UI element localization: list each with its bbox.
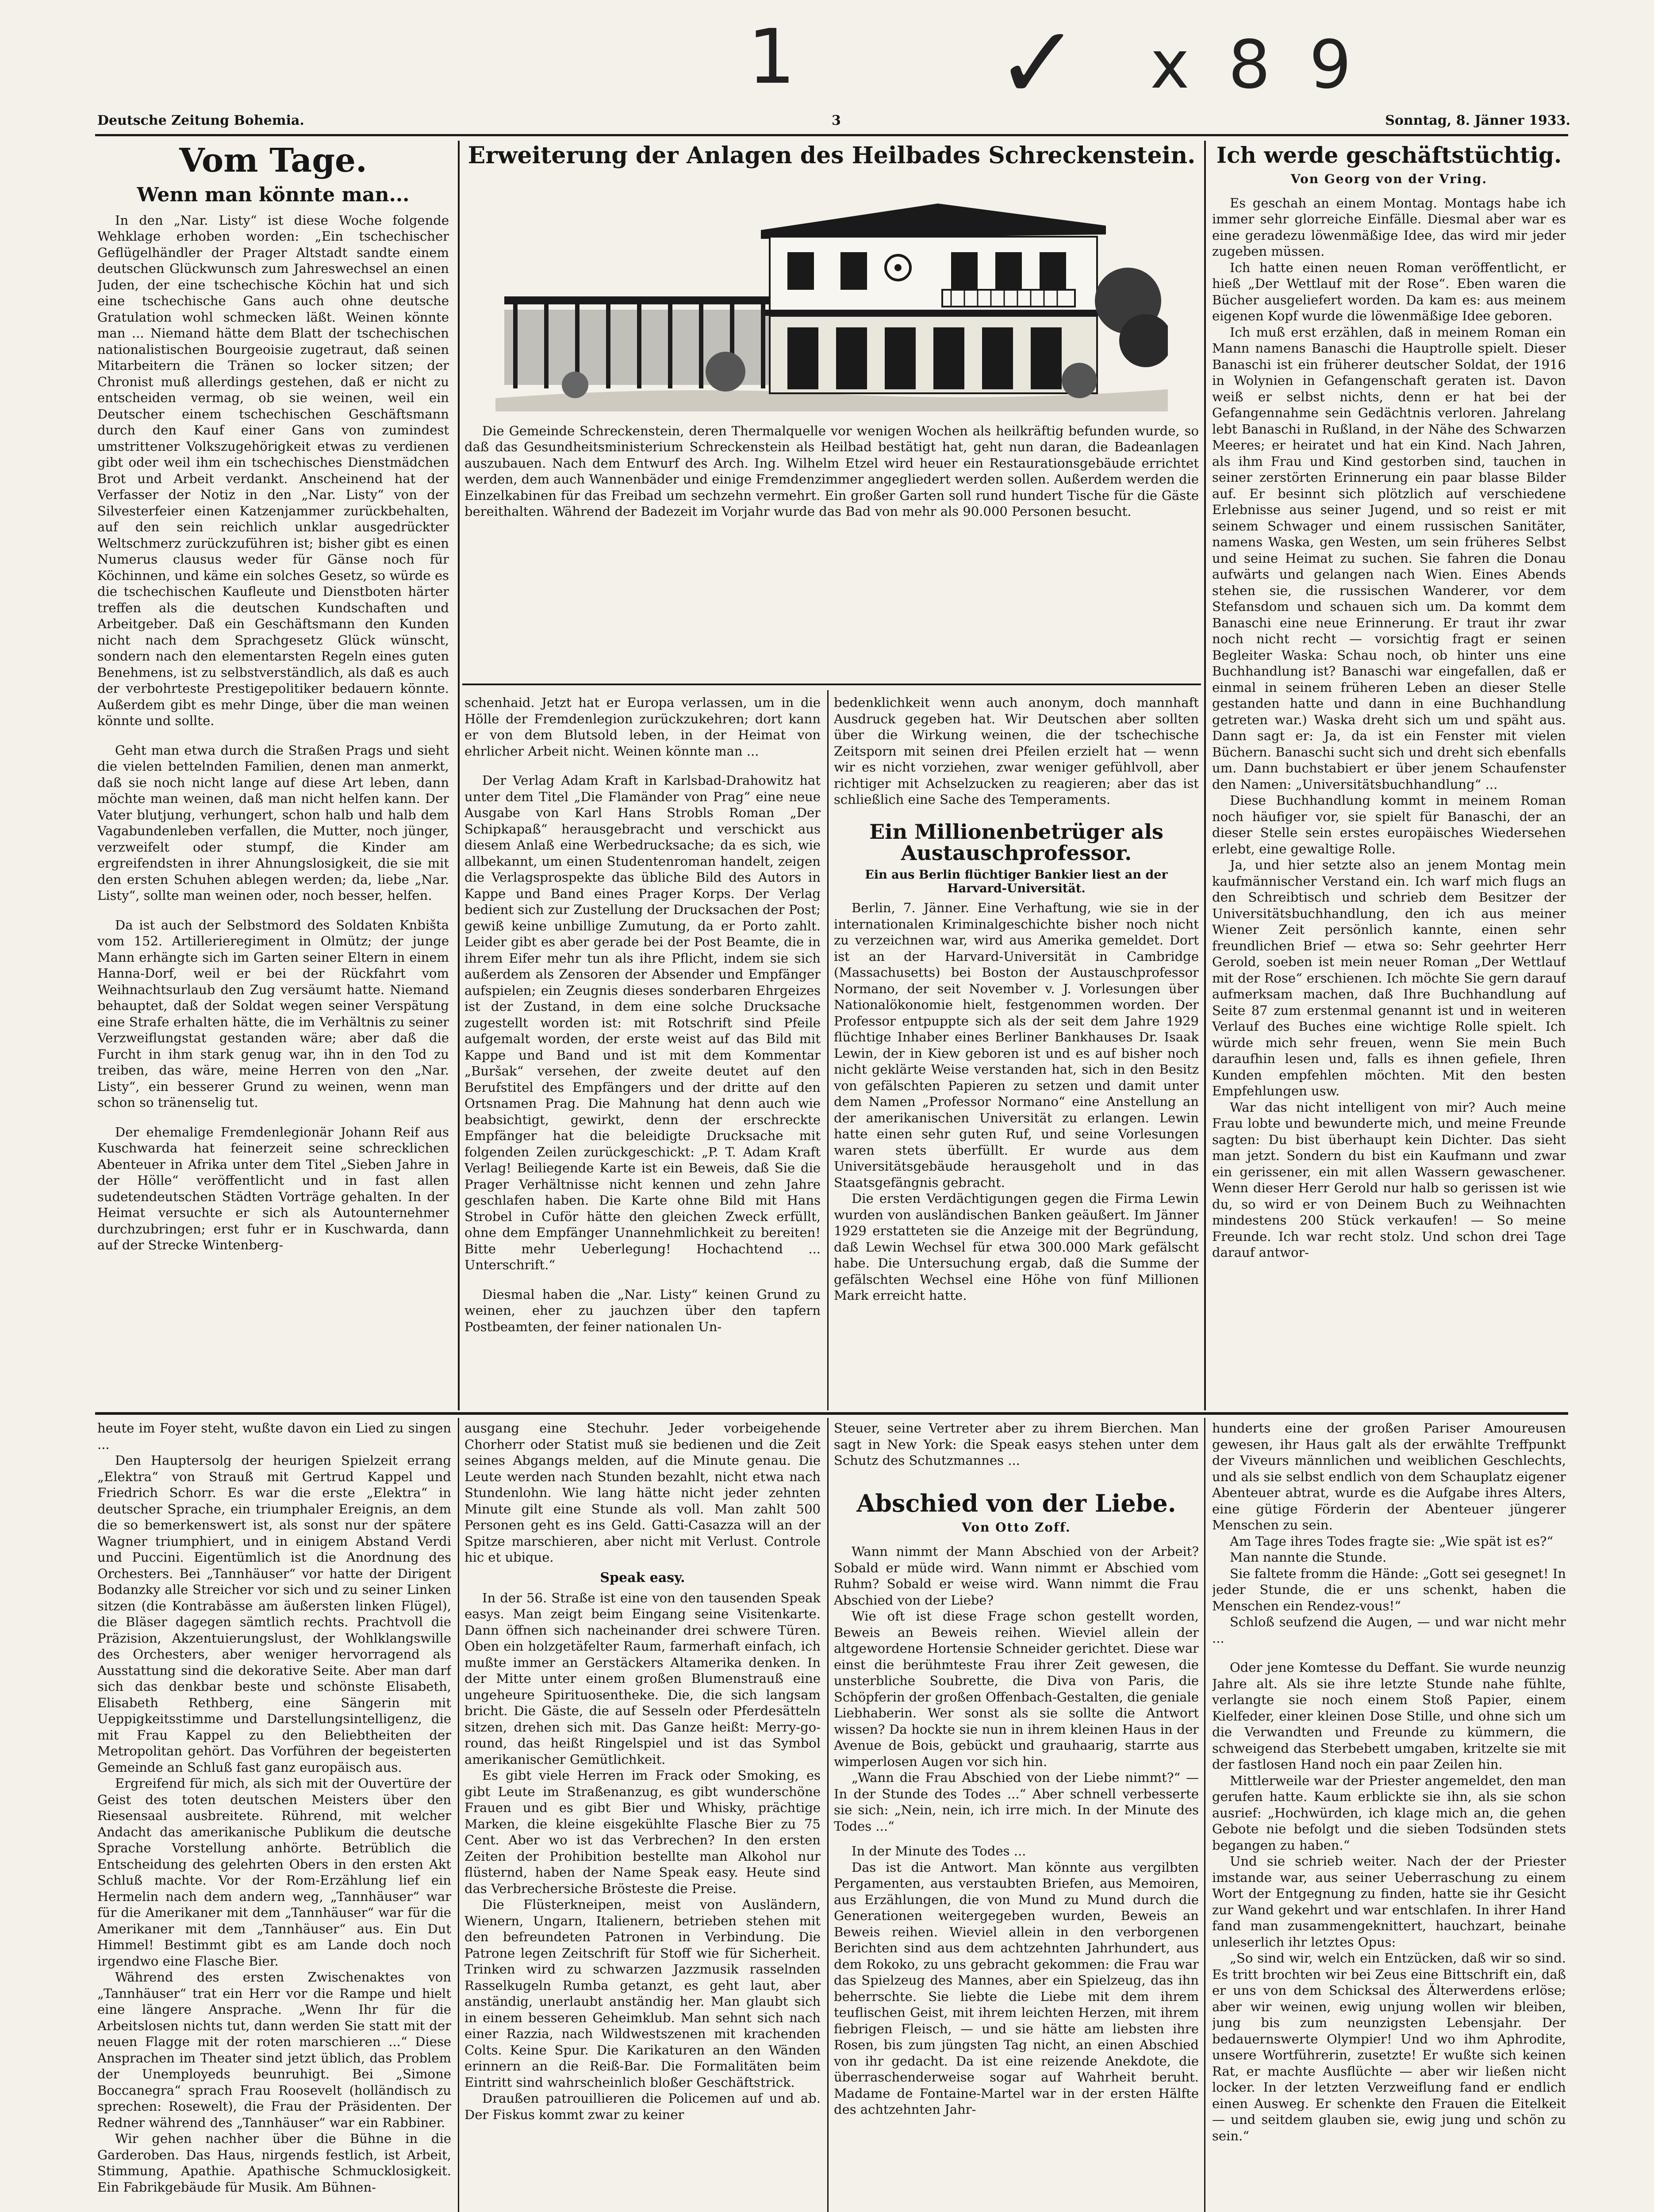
headline-abschied: Abschied von der Liebe. <box>856 1489 1176 1517</box>
schreckenstein-feature <box>464 144 1199 681</box>
paragraph: In den „Nar. Listy“ ist diese Woche folgende Wehklage erhoben worden: „Ein tschechischer Geflügelhändler der Prager Altstadt sandte einem deutschen Glückwunsch zum Jahreswechsel an einen Juden, der eine tschechische Köchin hat und sich eine tschechische Gans auch ohne deutsche Gratulation wohl schmecken läßt. Weinen könnte man ... Niemand hätte dem Blatt der tschechischen nationalistischen Bourgeoisie zugetraut, daß seinen Mitarbeitern die Tränen so locker sitzen; der Chronist muß allerdings gestehen, daß er nicht zu entscheiden vermag, ob sie weinen, weil ein Deutscher einem tschechischen Geschäftsmann durch den Kauf einer Gans von zumindest umstrittener Volkszugehörigkeit etwas zu verdienen gibt oder weil ihm ein tschechisches Dienstmädchen Brot und Arbeit verdankt. Anscheinend hat der Verfasser der Notiz in den „Nar. Listy“ von der Silvesterfeier einen Katzenjammer zurückbehalten, auf den sein reichlich unklar ausgedrückter Weltschmerz zurückzuführen ist; bisher gibt es einen Numerus clausus weder für Gänse noch für Köchinnen, und käme ein solches Gesetz, so würde es die tschechischen Kaufleute und Dienstboten härter treffen als die deutschen Kundschaften und Arbeitgeber. Daß ein Geschäftsmann den Kunden nicht nach dem Sprachgesetz Glück wünscht, sondern nach den elementarsten Regeln eines guten Benehmens, ist zu selbstverständlich, als daß es auch der verbohrteste Prestigepolitiker bedauern könnte. Außerdem gibt es mehr Dinge, über die man weinen könnte und sollte. <box>97 212 449 729</box>
bathhouse-illustration <box>495 177 1168 411</box>
paragraph: Ergreifend für mich, als sich mit der Ouvertüre der Geist des toten deutschen Meisters über den Riesensaal ausbreitete. Rührend, mit welcher Andacht das amerikanische Publikum die deutsche Sprache Vorstellung anhörte. Betrüblich die Entscheidung des gelehrten Obers in den ersten Akt Schluß machte. Vor der Rom-Erzählung lief ein Hermelin nach dem andern weg, „Tannhäuser“ war für die Amerikaner mit dem „Tannhäuser“ war für die Amerikaner mit dem „Tannhäuser“ aus. Ein Dut Himmel! Bestimmt gibt es am Lande doch noch irgendwo eine Flasche Bier. <box>97 1776 451 1969</box>
headline-millionenbetrueger: Ein Millionenbetrüger als Austauschprofessor. <box>869 819 1163 865</box>
paragraph: Wann nimmt der Mann Abschied von der Arbeit? Sobald er müde wird. Wann nimmt er Abschied vom Ruhm? Sobald er weise wird. Wann nimmt die Frau Abschied von der Liebe? <box>834 1544 1199 1608</box>
column-rule-1 <box>458 141 460 1410</box>
paragraph: Die ersten Verdächtigungen gegen die Firma Lewin wurden von ausländischen Banken geäußert. Im Jänner 1929 erstatteten sie die Anzeige mit der Begründung, daß Lewin Wechsel für etwa 300.000 Mark gefälscht habe. Die Untersuchung ergab, daß die Summe der gefälschten Wechsel eine Höhe von fünf Millionen Mark erreicht hatte. <box>834 1191 1199 1303</box>
column-geschaeftstuechtig <box>1212 144 1566 1409</box>
paragraph: Es geschah an einem Montag. Montags habe ich immer sehr glorreiche Einfälle. Diesmal aber war es eine geradezu löwenmäßige Idee, das wird mir jeder zugeben müssen. <box>1212 195 1566 259</box>
column-rule-mid <box>827 690 829 1410</box>
handwritten-check-mark: ✓ <box>995 4 1081 123</box>
paragraph: Die Flüsterkneipen, meist von Ausländern, Wienern, Ungarn, Italienern, betrieben stehen mit den befreundeten Patronen in Verbindung. Die Patrone legen Zeitschrift für Stoff wie für Sicherheit. Trinken wird zu schwarzen Jazzmusik rasselnden Rasselkugeln Rumba getanzt, es geht laut, aber anständig, unerlaubt anständig her. Man glaubt sich in einem besseren Geheimklub. Man sehnt sich nach einer Razzia, nach Wildwestszenen mit krachenden Colts. Keine Spur. Die Karikaturen an den Wänden erinnern an die Reiß-Bar. Die Formalitäten beim Eintritt sind wahrscheinlich bloßer Geschäftstrick. <box>464 1897 821 2090</box>
paragraph: „So sind wir, welch ein Entzücken, daß wir so sind. Es tritt brochten wir bei Zeus eine Bittschrift ein, daß er uns von dem Schicksal des Älterwerdens erlöse; aber wir weinen, ewig unjung wollen wir bleiben, jung bis zum neunzigsten Lebensjahr. Der bedauernswerte Olympier! Und wo ihm Aphrodite, unsere Wortführerin, zusetzte! Er wußte sich keinen Rat, er machte Ausflüchte — aber wir ließen nicht locker. In der letzten Verzweiflung fand er endlich einen Ausweg. Er schenkte den Frauen die Eitelkeit — und seitdem glauben sie, ewig jung und schön zu sein.“ <box>1212 1951 1566 2143</box>
paragraph: Wir gehen nachher über die Bühne in die Garderoben. Das Haus, nirgends festlich, ist Arbeit, Stimmung, Apathie. Apathische Schmucklosigkeit. Ein Fabrikgebäude für Musik. Am Bühnen- <box>97 2131 451 2195</box>
lower-column-4 <box>1212 1420 1566 2212</box>
paragraph: In der Minute des Todes ... <box>852 1843 1026 1859</box>
paragraph: bedenklichkeit wenn auch anonym, doch mannhaft Ausdruck gegeben hat. Wir Deutschen aber sollten über die Wirkung weinen, die der tschechische Zeitsporn mit seinen drei Pfeilen erzielt hat — wenn wir es nicht vorziehen, zwar weniger gefühlvoll, aber richtiger mit Achselzucken zu reagieren; aber das ist schließlich eine Sache des Temperaments. <box>834 695 1199 807</box>
column-center-left <box>464 695 821 1409</box>
paragraph: Schloß seufzend die Augen, — und war nicht mehr ... <box>1212 1614 1566 1646</box>
lower-column-2 <box>464 1420 821 2212</box>
paragraph: heute im Foyer steht, wußte davon ein Lied zu singen ... <box>97 1421 451 1452</box>
lower-column-rule-2 <box>827 1418 829 2212</box>
article-vom-tage-text <box>97 212 449 1253</box>
byline-vring: Von Georg von der Vring. <box>1290 171 1488 186</box>
lower-column-1 <box>97 1420 451 2212</box>
issue-date: Sonntag, 8. Jänner 1933. <box>1385 113 1570 128</box>
handwritten-mark-1: 1 <box>748 13 796 101</box>
paragraph: Und sie schrieb weiter. Nach der der Priester imstande war, aus seiner Ueberraschung zu einem Wort der Entgegnung zu finden, hatte sie ihr Gesicht zur Wand gekehrt und war entschlafen. In ihrer Hand fand man zusammengeknittert, hauchzart, beinahe unleserlich ihr letztes Opus: <box>1212 1854 1566 1950</box>
paragraph: Draußen patrouillieren die Policemen auf und ab. Der Fiskus kommt zwar zu keiner <box>464 2091 821 2122</box>
paragraph: „Wann die Frau Abschied von der Liebe nimmt?“ — In der Stunde des Todes ...“ Aber schnell verbesserte sie sich: „Nein, nein, ich irre mich. In der Minute des Todes ...“ <box>834 1770 1199 1834</box>
paragraph: Man nannte die Stunde. <box>1230 1550 1387 1565</box>
paper-name: Deutsche Zeitung Bohemia. <box>97 113 304 128</box>
headline-geschaeftstuechtig: Ich werde geschäftstüchtig. <box>1216 144 1562 168</box>
paragraph: Der Verlag Adam Kraft in Karlsbad-Drahowitz hat unter dem Titel „Die Flamänder von Prag“ eine neue Ausgabe von Karl Hans Strobls Roman „Der Schipkapaß“ herausgebracht und verschickt aus diesem Anlaß eine Werbedrucksache; da es sich, wie allbekannt, um einen Studentenroman handelt, zeigen die Verlagsprospekte das übliche Bild des Autors in Kappe und Band eines Prager Korps. Der Verlag bedient sich zur Zustellung der Drucksachen der Post; gewiß keine unbillige Zumutung, da er Porto zahlt. Leider gibt es aber gerade bei der Post Beamte, die in ihrem Eifer mehr tun als ihre Pflicht, indem sie sich außerdem als Zensoren der Absender und Empfänger aufspielen; ein Zeugnis dieses sonderbaren Ehrgeizes ist der Zustand, in dem eine solche Drucksache zugestellt worden ist: mit Rotschrift sind Pfeile aufgemalt worden, der erste weist auf das Bild mit Kappe und Band und ist mit dem Kommentar „Buršak“ versehen, der zweite deutet auf den Berufstitel des Empfängers und der dritte auf den Ortsnamen Prag. Die Mahnung hat denn auch wie beabsichtigt, gewirkt, denn der erschreckte Empfänger hat die beleidigte Drucksache mit folgenden Zeilen zurückgeschickt: „P. T. Adam Kraft Verlag! Beiliegende Karte ist ein Beweis, daß Sie die Prager Verhältnisse nicht kennen und zehn Jahre geschlafen haben. Die Karte ohne Bild mit Hans Strobel in Cuför hätte den gleichen Zweck erfüllt, ohne dem Empfänger Unannehmlichkeit zu bereiten! Bitte mehr Ueberlegung! Hochachtend ... Unterschrift.“ <box>464 773 821 1272</box>
paragraph: Ich hatte einen neuen Roman veröffentlicht, er hieß „Der Wettlauf mit der Rose“. Eben waren die Bücher ausgeliefert worden. Da kam es: aus meinem eigenen Kopf wurde die löwenmäßige Idee geboren. <box>1212 260 1566 323</box>
paragraph: Wie oft ist diese Frage schon gestellt worden, Beweis an Beweis reihen. Wieviel allein der altgewordene Hortensie Schneider gerichtet. Diese war einst die berühmteste Frau ihrer Zeit gewesen, die unsterbliche Soubrette, die Diva von Paris, die Schöpferin der großen Offenbach-Gestalten, die geniale Liebhaberin. Wer sonst als sie sollte die Antwort wissen? Da hockte sie nun in ihrem kleinen Haus in der Avenue de Bois, gebückt und grauhaarig, starrte aus wimperlosen Augen vor sich hin. <box>834 1609 1199 1769</box>
column-rule-2 <box>1204 141 1206 1410</box>
paragraph: ausgang eine Stechuhr. Jeder vorbeigehende Chorherr oder Statist muß sie bedienen und die Zeit seines Abgangs melden, auf die Minute genau. Die Leute werden nach Stunden bezahlt, nicht etwa nach Stundenlohn. Wie lang hätte nicht jeder zehnten Minute gilt eine Stunde als voll. Man zahlt 500 Personen geht es ins Geld. Gatti-Casazza will an der Spitze marschieren, aber nicht mit Verlust. Controle hic et ubique. <box>464 1421 821 1565</box>
column-center-right <box>834 695 1199 1409</box>
picture-bottom-rule <box>462 684 1201 685</box>
lower-column-rule-1 <box>458 1418 459 2212</box>
headline-vom-tage: Vom Tage. <box>179 144 367 180</box>
paragraph: Mittlerweile war der Priester angemeldet, den man gerufen hatte. Kaum erblickte sie ihn, als sie schon ausrief: „Hochwürden, ich klage mich an, die gehen Gebote nie befolgt und die sieben Todsünden stets begangen zu haben.“ <box>1212 1773 1566 1853</box>
paragraph: schenhaid. Jetzt hat er Europa verlassen, um in die Hölle der Fremdenlegion zurückzukehren; dort kann er von dem Blutsold leben, in der Heimat von ehrlicher Arbeit nicht. Weinen könnte man ... <box>464 695 821 759</box>
paragraph: Steuer, seine Vertreter aber zu ihrem Bierchen. Man sagt in New York: die Speak easys stehen unter dem Schutz des Schutzmannes ... <box>834 1421 1199 1468</box>
schreckenstein-caption: Die Gemeinde Schreckenstein, deren Thermalquelle vor wenigen Wochen als heilkräftig befunden wurde, so daß das Gesundheitsministerium Schreckenstein als Heilbad bestätigt hat, geht nun daran, die Badeanlagen auszubauen. Nach dem Entwurf des Arch. Ing. Wilhelm Etzel wird heuer ein Restaurationsgebäude errichtet werden, dem auch Wannenbäder und einige Fremdenzimmer angegliedert werden sollen. Außerdem werden die Einzelkabinen für das Freibad um sechzehn vermehrt. Ein großer Garten soll rund hundert Tische für die Gäste bereithalten. Während der Badezeit im Vorjahr wurde das Bad von mehr als 90.000 Personen besucht. <box>464 423 1199 519</box>
paragraph: Der ehemalige Fremdenlegionär Johann Reif aus Kuschwarda hat feinerzeit seine schrecklichen Abenteuer in Afrika unter dem Titel „Sieben Jahre in der Hölle“ veröffentlicht und in fast allen sudetendeutschen Städten Vorträge gehalten. In der Heimat versuchte er sich als Autounternehmer durchzubringen; erst fuhr er in Kuschwarda, dann auf der Strecke Wintenberg- <box>97 1124 449 1253</box>
paragraph: Diesmal haben die „Nar. Listy“ keinen Grund zu weinen, eher zu jauchzen über den tapfern Postbeamten, der feiner nationalen Un- <box>464 1286 821 1334</box>
paragraph: War das nicht intelligent von mir? Auch meine Frau lobte und bewunderte mich, und meine Freunde sagten: Du bist überhaupt kein Dichter. Das sieht man jetzt. Sondern du bist ein Kaufmann und zwar ein gerissener, ein mit allen Wassern gewaschener. Wenn dieser Herr Gerold nur halb so gerissen ist wie du, so wird er von Deinem Buch zu Weihnachten mindestens 200 Stück verkaufen! — So meine Freunde. Ich war recht stolz. Und schon drei Tage darauf antwor- <box>1212 1099 1566 1260</box>
byline-zoff: Von Otto Zoff. <box>962 1520 1071 1535</box>
page-number: 3 <box>832 113 841 128</box>
paragraph: Diese Buchhandlung kommt in meinem Roman noch häufiger vor, sie spielt für Banaschi, der an dieser Stelle sein erstes europäisches Wiedersehen erlebt, eine gewaltige Rolle. <box>1212 793 1566 856</box>
column-vom-tage <box>97 144 449 1409</box>
lower-column-rule-3 <box>1204 1418 1205 2212</box>
paragraph: Oder jene Komtesse du Deffant. Sie wurde neunzig Jahre alt. Als sie ihre letzte Stunde nahe fühlte, verlangte sie noch einem Stoß Papier, einem Kielfeder, einer kleinen Dose Stille, und ohne sich um die Verwandten und Freunde zu kümmern, die schweigend das Sterbebett umgaben, kritzelte sie mit der fastlosen Hand noch ein paar Zeilen hin. <box>1212 1660 1566 1772</box>
subhead-wenn-man: Wenn man könnte man... <box>137 183 410 206</box>
subhead-millionenbetrueger: Ein aus Berlin flüchtiger Bankier liest an der Harvard-Universität. <box>865 868 1168 896</box>
lower-column-3 <box>834 1420 1199 2212</box>
paragraph: Ich muß erst erzählen, daß in meinem Roman ein Mann namens Banaschi die Hauptrolle spielt. Dieser Banaschi ist ein früherer deutscher Soldat, der 1916 in Wolynien in Gefangenschaft geraten ist. Davon weiß er selbst nichts, denn er hat bei der Gefangennahme sein Gedächtnis verloren. Jahrelang lebt Banaschi in Rußland, in der Nähe des Schwarzen Meeres; er heiratet und hat ein Kind. Nach Jahren, als ihm Frau und Kind gestorben sind, tauchen in seiner zerstörten Erinnerung ein paar blasse Bilder auf. Er besinnt sich plötzlich auf verschiedene Erlebnisse aus seiner Jugend, und so reist er mit seinem Schwager und einem russischen Sanitäter, namens Waska, gen Westen, um sein früheres Selbst und seine Heimat zu suchen. Sie fahren die Donau aufwärts und gelangen nach Wien. Eines Abends stehen sie, die russischen Wanderer, vor dem Stefansdom und schauen sich um. Da kommt dem Banaschi eine neue Erinnerung. Er traut ihr zwar noch nicht recht — vorsichtig fragt er seinen Begleiter Waska: Schau noch, ob hinter uns eine Buchhandlung ist? Banaschi war eingefallen, daß er einmal in seinem früheren Leben an dieser Stelle gestanden hatte und dann in eine Buchhandlung getreten war.) Waska dreht sich um und späht aus. Dann sagt er: Ja, da ist ein Fenster mit vielen Büchern. Banaschi sucht sich und dreht sich ebenfalls um. Dann buchstabiert er über jenem Schaufenster den Namen: „Universitätsbuchhandlung“ ... <box>1212 324 1566 792</box>
paragraph: Ja, und hier setzte also an jenem Montag mein kaufmännischer Verstand ein. Ich warf mich flugs an den Schreibtisch und schrieb dem Besitzer der Universitätsbuchhandlung, den ich aus meiner Wiener Zeit persönlich kannte, einen sehr freundlichen Brief — etwa so: Sehr geehrter Herr Gerold, soeben ist mein neuer Roman „Der Wettlauf mit der Rose“ erschienen. Ich möchte Sie gern darauf aufmerksam machen, daß Ihre Buchhandlung auf Seite 87 zum erstenmal genannt ist und in weiteren Verlauf des Buches eine wichtige Rolle spielt. Ich würde mich sehr freuen, wenn Sie mein Buch daraufhin lesen und, falls es ihnen gefiele, Ihren Kunden empfehlen möchten. Mit den besten Empfehlungen usw. <box>1212 857 1566 1098</box>
paragraph: Da ist auch der Selbstmord des Soldaten Knbišta vom 152. Artillerieregiment in Olmütz; der junge Mann erhängte sich im Garten seiner Eltern in einem Hanna-Dorf, weil er bei der Rückfahrt vom Weihnachtsurlaub den Zug versäumt hatte. Niemand behauptet, daß der Soldat wegen seiner Verspätung eine Strafe erhalten hätte, die im Verhältnis zu seiner Verzweiflungstat gestanden wäre; aber daß die Furcht in ihm stark genug war, ihn in den Tod zu treiben, das wäre, meine Herren von den „Nar. Listy“, ein besserer Grund zu weinen, wenn man schon so tränenselig tut. <box>97 917 449 1110</box>
section-rule <box>95 1412 1568 1415</box>
paragraph: Berlin, 7. Jänner. Eine Verhaftung, wie sie in der internationalen Kriminalgeschichte bisher noch nicht zu verzeichnen war, wird aus Amerika gemeldet. Dort ist an der Harvard-Universität in Cambridge (Massachusetts) bei Boston der Austauschprofessor Normano, der seit November v. J. Vorlesungen über Nationalökonomie hielt, festgenommen worden. Der Professor entpuppte sich als der seit dem Jahre 1929 flüchtige Inhaber eines Berliner Bankhauses Dr. Isaak Lewin, der in Kiew geboren ist und es auf bisher noch nicht geklärte Weise verstanden hat, sich in den Besitz von gefälschten Papieren zu setzen und damit unter dem Namen „Professor Normano“ eine Anstellung an der amerikanischen Universität zu erlangen. Lewin hatte einen sehr guten Ruf, und seine Vorlesungen waren stets überfüllt. Er wurde aus dem Universitätsgebäude herausgeholt und in das Staatsgefängnis gebracht. <box>834 900 1199 1190</box>
paragraph: hunderts eine der großen Pariser Amoureusen gewesen, ihr Haus galt als der erwählte Treffpunkt der Viveurs männlichen und weiblichen Geschlechts, und als sie selbst endlich von dem Schauplatz eigener Abenteuer abtrat, wurde es die Aufgabe ihres Alters, eine gütige Förderin der Abenteuer jüngerer Menschen zu sein. <box>1212 1421 1566 1532</box>
headline-schreckenstein: Erweiterung der Anlagen des Heilbades Schreckenstein. <box>468 144 1196 169</box>
paragraph: Das ist die Antwort. Man könnte aus vergilbten Pergamenten, aus verstaubten Briefen, aus Memoiren, aus Erzählungen, die von Mund zu Mund durch die Generationen weitergegeben wurden, Beweis an Beweis reihen. Wieviel allein in den verborgenen Berichten sind aus dem achtzehnten Jahrhundert, aus dem Rokoko, zu uns gebracht gekommen: die Frau war das Spielzeug des Mannes, aber ein Spielzeug, das ihn beherrschte. Sie liebte die Liebe mit dem ihrem teuflischen Geist, mit ihrem leichten Herzen, mit ihrem fiebrigen Fleisch, — und sie hätte am liebsten ihre Rosen, bis zum jüngsten Tag nicht, an einen Abschied von ihr gedacht. Da ist eine reizende Anekdote, die überraschenderweise sogar auf Wahrheit beruht. Madame de Fontaine-Martel war in der ersten Hälfte des achtzehnten Jahr- <box>834 1859 1199 2117</box>
paragraph: Es gibt viele Herren im Frack oder Smoking, es gibt Leute im Straßenanzug, es gibt wunderschöne Frauen und es gibt Bier und Whisky, prächtige Marken, die kleine eisgekühlte Flasche Bier zu 75 Cent. Aber wo ist das Verbrechen? In den ersten Zeiten der Prohibition bestellte man Alkohol nur flüsternd, haben der Name Speak easy. Heute sind das Verbrechersiche Brösteste die Preise. <box>464 1768 821 1896</box>
paragraph: Am Tage ihres Todes fragte sie: „Wie spät ist es?“ <box>1230 1533 1554 1549</box>
masthead-rule <box>95 134 1568 136</box>
paragraph: Während des ersten Zwischenaktes von „Tannhäuser“ trat ein Herr vor die Rampe und hielt eine längere Ansprache. „Wenn Ihr für die Arbeitslosen nichts tut, dann werden Sie statt mit der neuen Flagge mit der roten marschieren ...“ Diese Ansprachen im Theater sind jetzt üblich, das Problem der Unemployeds beunruhigt. Bei „Simone Boccanegra“ sprach Frau Roosevelt (holländisch zu sprechen: Rosewelt), die Frau der Präsidenten. Der Redner während des „Tannhäuser“ war ein Rabbiner. <box>97 1970 451 2130</box>
subhead-speak-easy: Speak easy. <box>600 1570 685 1586</box>
paragraph: Sie faltete fromm die Hände: „Gott sei gesegnet! In jeder Stunde, die er uns schenkt, haben die Menschen ein Rendez-vous!“ <box>1212 1566 1566 1613</box>
paragraph: In der 56. Straße ist eine von den tausenden Speak easys. Man zeigt beim Eingang seine Visitenkarte. Dann öffnen sich nacheinander drei schwere Türen. Oben ein holzgetäfelter Raum, farmerhaft einfach, ich mußte immer an Gerstäckers Altamerika denken. In der Mitte unter einem großen Blumenstrauß eine ungeheure Spirituosentheke. Die, die sich langsam bricht. Die Gäste, die auf Sesseln oder Pferdesätteln sitzen, drehen sich mit. Das Ganze heißt: Merry-go-round, das heißt Ringelspiel und ist das Symbol amerikanischer Gemütlichkeit. <box>464 1590 821 1767</box>
paragraph: Geht man etwa durch die Straßen Prags und sieht die vielen bettelnden Familien, denen man anmerkt, daß sie noch nicht lange auf diese Art leben, dann möchte man weinen, daß man nicht helfen kann. Der Vater blutjung, verhungert, schon halb und halb dem Vagabundenleben verfallen, die Mutter, noch jünger, verzweifelt oder stumpf, die Kinder am ergreifendsten in ihrer Ahnungslosigkeit, die sie mit den ersten Schuhen ablegen werden; da, liebe „Nar. Listy“, sollte man weinen oder, noch besser, helfen. <box>97 742 449 903</box>
paragraph: Den Hauptersolg der heurigen Spielzeit errang „Elektra“ von Strauß mit Gertrud Kappel und Friedrich Schorr. Es war die erste „Elektra“ in deutscher Sprache, ein triumphaler Ereignis, an dem die so bemerkenswert ist, als sonst nur der spätere Wagner triumphiert, und in einigem Abstand Verdi und Puccini. Eigentümlich ist die Anordnung des Orchesters. Bei „Tannhäuser“ vor hatte der Dirigent Bodanzky alle Streicher vor sich und zu seiner Linken sitzen (die Kontrabässe am äußersten linken Flügel), die Bläser dagegen sämtlich rechts. Prachtvoll die Präzision, Akzentuierungslust, der Wohlklangswille des Orchesters, aber weniger hervorragend als Ausstattung sind die dekorative Seite. Aber man darf sich das denkbar beste und schönste Elisabeth, Elisabeth Rethberg, eine Sängerin mit Ueppigkeitsstimme und Darstellungsintelligenz, die mit Frau Kappel zu den Beliebtheiten der Metropolitan gehört. Das Vorführen der begeisterten Gemeinde an Schluß fast ganz europäisch aus. <box>97 1453 451 1775</box>
handwritten-mark-2: x 8 9 <box>1150 27 1360 104</box>
